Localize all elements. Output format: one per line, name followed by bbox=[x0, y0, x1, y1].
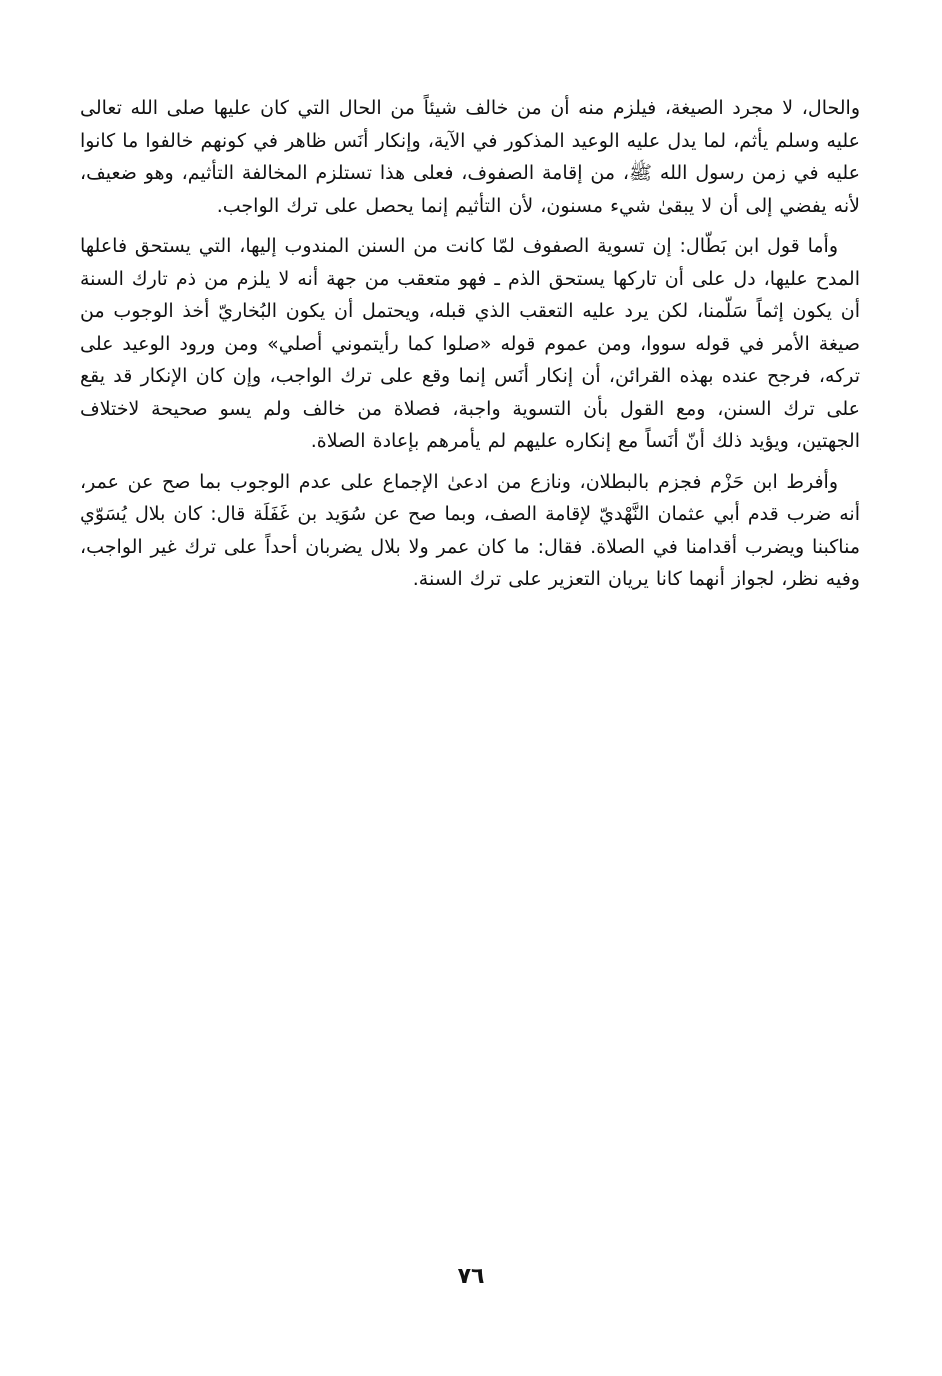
page-number: ٧٦ bbox=[457, 1264, 485, 1289]
paragraph-3: وأفرط ابن حَزْم فجزم بالبطلان، ونازع من ادعىٰ الإجماع على عدم الوجوب بما صح عن عمر، أنه ضرب قدم أبي عثمان النَّهْديّ لإقامة الصف، وبما صح عن سُوَيد بن غَفَلَة قال: كان بلال يُسَوّي مناكبنا ويضرب أقدامنا في الصلاة. فقال: ما كان عمر ولا بلال يضربان أحداً على ترك غير الواجب، وفيه نظر، لجواز أنهما كانا يريان التعزير على ترك السنة. bbox=[80, 470, 860, 590]
body-text bbox=[80, 92, 860, 604]
paragraph-2: وأما قول ابن بَطّال: إن تسوية الصفوف لمّا كانت من السنن المندوب إليها، التي يستحق فاعلها المدح عليها، دل على أن تاركها يستحق الذم ـ فهو متعقب من جهة أنه لا يلزم من ذم تارك السنة أن يكون إثماً سَلّمنا، لكن يرد عليه التعقب الذي قبله، ويحتمل أن يكون البُخاريّ أخذ الوجوب من صيغة الأمر في قوله سووا، ومن عموم قوله «صلوا كما رأيتموني أصلي» ومن ورود الوعيد على تركه، فرجح عنده بهذه القرائن، أن إنكار أنَس إنما وقع على ترك الواجب، وإن كان الإنكار قد يقع على ترك السنن، ومع القول بأن التسوية واجبة، فصلاة من خالف ولم يسو صحيحة لاختلاف الجهتين، ويؤيد ذلك أنّ أنَساً مع إنكاره عليهم لم يأمرهم بإعادة الصلاة. bbox=[80, 235, 860, 452]
paragraph-1: والحال، لا مجرد الصيغة، فيلزم منه أن من خالف شيئاً من الحال التي كان عليها صلى الله تعالى عليه وسلم يأثم، لما يدل عليه الوعيد المذكور في الآية، وإنكار أنَس ظاهر في كونهم خالفوا ما كانوا عليه في زمن رسول الله ﷺ، من إقامة الصفوف، فعلى هذا تستلزم المخالفة التأثيم، وهو ضعيف، لأنه يفضي إلى أن لا يبقىٰ شيء مسنون، لأن التأثيم إنما يحصل على ترك الواجب. bbox=[80, 97, 860, 217]
